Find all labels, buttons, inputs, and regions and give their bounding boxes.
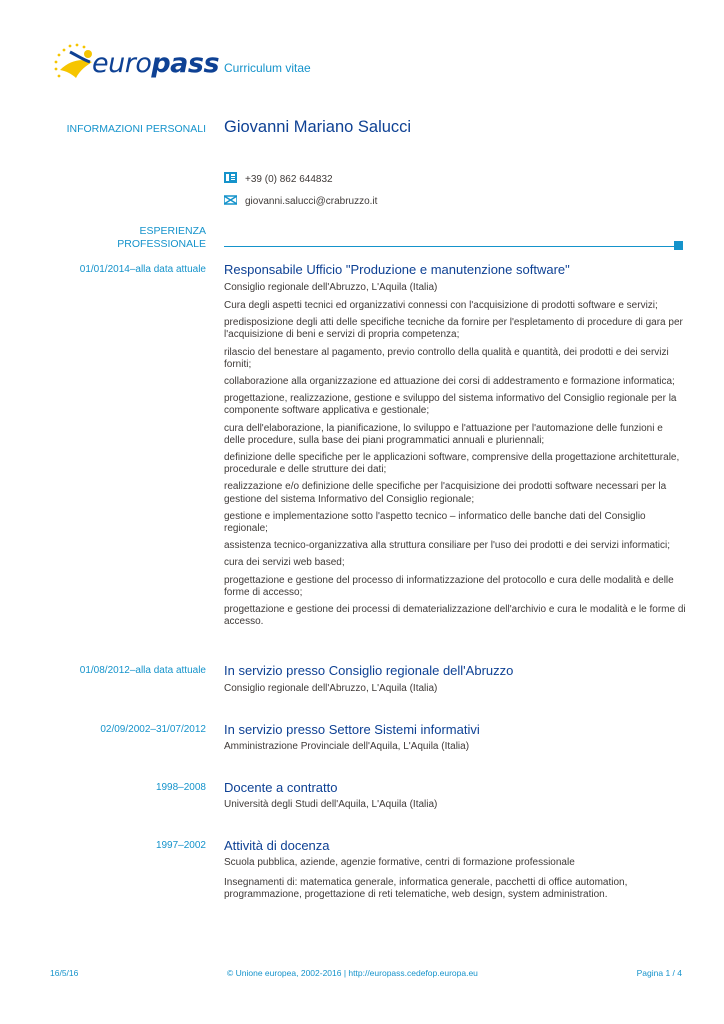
job-dates: 01/01/2014–alla data attuale	[79, 264, 206, 275]
duty-item: cura dei servizi web based;	[224, 557, 345, 569]
job-title: In servizio presso Consiglio regionale dell'Abruzzo	[224, 663, 514, 678]
job-dates: 1997–2002	[155, 840, 206, 851]
job-title: Docente a contratto	[224, 780, 338, 795]
duty-item: Insegnamenti di: matematica generale, informatica generale, pacchetti di office automation, programmazione, progettazione di reti telematiche, web design, system administration.	[224, 877, 628, 901]
figure-icon	[60, 60, 92, 78]
job-title: Responsabile Ufficio "Produzione e manutenzione software"	[224, 262, 570, 277]
person-name: Giovanni Mariano Salucci	[224, 118, 412, 136]
section-label-experience	[26, 225, 206, 250]
document-title: Curriculum vitae	[224, 61, 311, 75]
footer-page-number: Pagina 1 / 4	[636, 968, 682, 978]
duty-item: progettazione e gestione dei processi di dematerializzazione dell'archivio e cura le modalità e le forme di accesso.	[224, 604, 686, 628]
duty-item: assistenza tecnico-organizzativa alla struttura consiliare per l'uso dei prodotti e dei servizi informatici;	[224, 540, 671, 552]
email-icon	[224, 194, 237, 205]
duty-item: gestione e implementazione sotto l'aspetto tecnico – informatico delle banche dati del Consiglio regionale;	[224, 510, 646, 535]
section-divider-marker	[674, 241, 683, 250]
duty-item: cura dell'elaborazione, la pianificazione, lo sviluppo e l'attuazione per l'automazione delle funzioni e delle procedure, sulla base dei piani programmatici annuali e pluriennali;	[224, 422, 663, 446]
job-description	[224, 877, 686, 906]
footer-copyright[interactable]: © Unione europea, 2002-2016 | http://europass.cedefop.europa.eu	[227, 968, 478, 978]
duty-item: predisposizione degli atti delle specifiche tecniche da fornire per l'espletamento di procedure di gara per l'acquisizione di beni e servizi di propria competenza;	[224, 317, 683, 341]
job-employer: Consiglio regionale dell'Abruzzo, L'Aquila (Italia)	[224, 282, 438, 293]
duty-item: realizzazione e/o definizione delle specifiche per l'acquisizione dei prodotti software necessari per la gestione del sistema Informativo del Consiglio regionale;	[224, 481, 667, 505]
section-label-line1: ESPERIENZA	[139, 225, 206, 237]
duty-item: collaborazione alla organizzazione ed attuazione dei corsi di addestramento e formazione informatica;	[224, 376, 675, 388]
phone-icon	[224, 172, 237, 183]
duty-item: definizione delle specifiche per le applicazioni software, comprensive della progettazione architetturale, procedurale e delle strutture dei dati;	[224, 452, 680, 476]
phone-row	[224, 172, 333, 185]
duty-item: Cura degli aspetti tecnici ed organizzativi connessi con l'acquisizione di prodotti software e servizi;	[224, 300, 658, 311]
job-employer: Scuola pubblica, aziende, agenzie formative, centri di formazione professionale	[224, 857, 575, 868]
duty-item: progettazione, realizzazione, gestione e sviluppo del sistema informativo del Consiglio regionale per la componente software applicativa e gestionale;	[224, 393, 677, 417]
job-dates: 02/09/2002–31/07/2012	[100, 724, 206, 735]
logo-wordmark: europass	[92, 48, 220, 79]
duty-item: rilascio del benestare al pagamento, previo controllo della qualità e quantità, dei prodotti e dei servizi forniti;	[224, 346, 669, 370]
section-label-personal: INFORMAZIONI PERSONALI	[66, 123, 206, 135]
job-employer: Amministrazione Provinciale dell'Aquila, L'Aquila (Italia)	[224, 741, 470, 752]
job-employer: Consiglio regionale dell'Abruzzo, L'Aquila (Italia)	[224, 683, 438, 694]
phone-number: +39 (0) 862 644832	[245, 174, 333, 185]
email-address[interactable]: giovanni.salucci@crabruzzo.it	[245, 196, 378, 207]
job-title: In servizio presso Settore Sistemi informativi	[224, 722, 480, 737]
footer-date: 16/5/16	[50, 968, 79, 978]
duty-item: progettazione e gestione del processo di informatizzazione del protocollo e cura delle modalità e delle forme di accesso;	[224, 574, 674, 598]
job-description	[224, 300, 686, 633]
section-divider	[224, 246, 674, 247]
job-dates: 1998–2008	[155, 782, 206, 793]
email-row	[224, 194, 377, 207]
job-dates: 01/08/2012–alla data attuale	[79, 665, 206, 676]
job-title: Attività di docenza	[224, 838, 330, 853]
job-employer: Università degli Studi dell'Aquila, L'Aquila (Italia)	[224, 799, 438, 810]
section-label-line2: PROFESSIONALE	[117, 237, 206, 250]
